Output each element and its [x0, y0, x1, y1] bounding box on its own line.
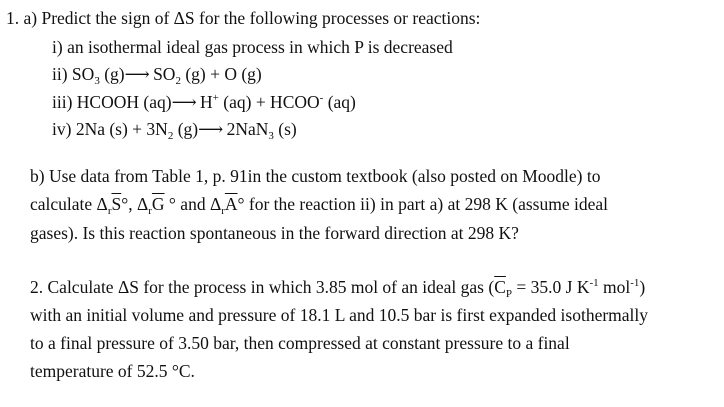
question-1-item-ii	[52, 63, 262, 85]
question-1-item-iv	[52, 118, 297, 140]
item-iv-tail: (s)	[273, 119, 297, 139]
question-2-line-2: with an initial volume and pressure of 18.1 L and 10.5 bar is first expanded isothermally	[30, 305, 649, 325]
item-iv-mid: (g)	[173, 119, 199, 139]
q2-sup2: -1	[630, 277, 640, 289]
item-ii-mid1: (g)	[99, 64, 125, 84]
item-iii-mid2: (aq) + HCOO	[218, 92, 320, 112]
q2-sup1: -1	[589, 277, 599, 289]
item-iv-mid2: 2NaN	[222, 119, 269, 139]
part-b-line-1: b) Use data from Table 1, p. 91in the custom textbook (also posted on Moodle) to	[30, 166, 601, 186]
reaction-arrow-icon: ⟶	[171, 92, 196, 112]
q2-cp-symbol: $\overline{C}$	[494, 277, 506, 297]
question-1-heading: 1. a) Predict the sign of ΔS for the following processes or reactions:	[6, 8, 481, 28]
item-iv-sub1: 2	[167, 130, 174, 142]
question-1-item-iii	[52, 91, 356, 113]
item-iii-mid: H	[195, 92, 213, 112]
item-ii-prefix: ii) SO	[52, 64, 95, 84]
item-iv-prefix: iv) 2Na (s) + 3N	[52, 119, 168, 139]
q2-tail: )	[639, 277, 646, 297]
question-2-line-4: temperature of 52.5 °C.	[30, 361, 195, 381]
q2-mid: = 35.0 J K	[512, 277, 590, 297]
item-ii-sub2: 2	[175, 75, 181, 87]
question-2-line-1	[30, 276, 645, 298]
item-iv-sub2: 3	[268, 130, 274, 142]
part-b-r3: r	[221, 205, 225, 217]
part-b-s-tail: °, Δ	[121, 194, 149, 214]
item-ii-tail: (g) + O (g)	[180, 64, 262, 84]
item-ii-mid2: SO	[148, 64, 176, 84]
part-b-a-symbol: $\overline{A}$	[224, 194, 238, 214]
part-b-prefix: calculate Δ	[30, 194, 108, 214]
reaction-arrow-icon: ⟶	[198, 119, 223, 139]
q2-mid2: mol	[598, 277, 631, 297]
item-ii-sub1: 3	[94, 75, 100, 87]
part-b-line-3: gases). Is this reaction spontaneous in the forward direction at 298 K?	[30, 223, 519, 243]
item-iii-prefix: iii) HCOOH (aq)	[52, 92, 172, 112]
item-iii-sup2: -	[319, 92, 324, 104]
q2-prefix: 2. Calculate ΔS for the process in which 3.85 mol of an ideal gas (	[30, 277, 495, 297]
part-b-s-symbol: $\overline{S}$	[111, 194, 122, 214]
part-b-r1: r	[107, 205, 112, 217]
reaction-arrow-icon: ⟶	[124, 64, 149, 84]
part-b-line-2	[30, 193, 608, 215]
item-iii-tail: (aq)	[323, 92, 356, 112]
part-b-tail: ° for the reaction ii) in part a) at 298 K (assume ideal	[237, 194, 608, 214]
part-b-g-symbol: $\overline{G}$	[151, 194, 165, 214]
question-1-item-i: i) an isothermal ideal gas process in which P is decreased	[52, 37, 453, 57]
part-b-g-tail: ° and Δ	[164, 194, 222, 214]
q2-cp-sub: P	[505, 288, 513, 300]
part-b-r2: r	[148, 205, 152, 217]
question-2-line-3: to a final pressure of 3.50 bar, then compressed at constant pressure to a final	[30, 333, 570, 353]
item-iii-sup1: +	[212, 92, 219, 104]
